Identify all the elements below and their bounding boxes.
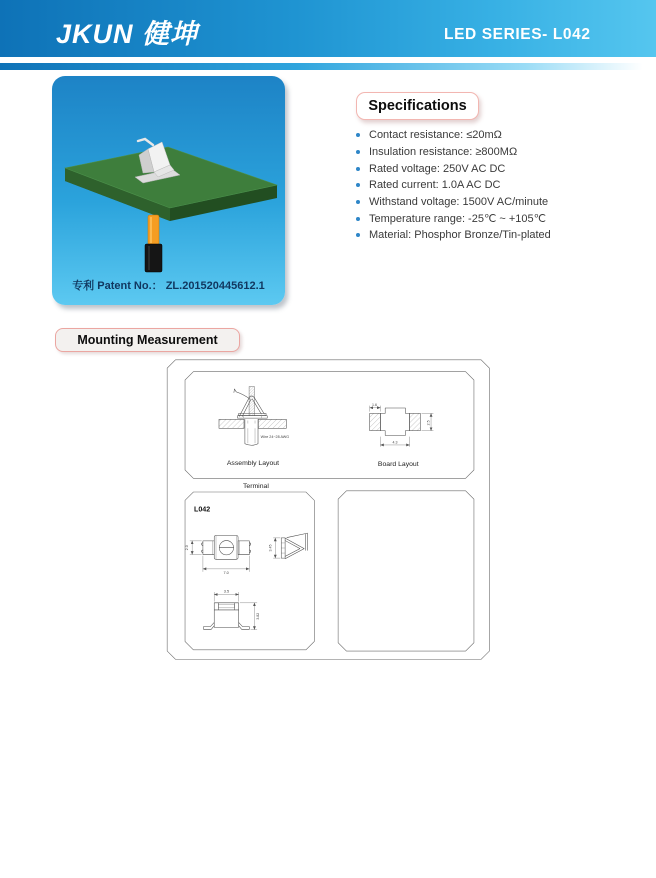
terminal-front-view [214, 603, 238, 627]
product-3d-render [52, 76, 285, 305]
spec-item [356, 227, 551, 244]
spec-item [356, 194, 551, 211]
dim-center-width: 4.3 [392, 440, 398, 445]
bullet-icon [356, 233, 360, 237]
dim-top-height: 2.0 [185, 545, 190, 551]
bullet-icon [356, 183, 360, 187]
specifications-list [356, 127, 551, 244]
spec-item-text: Material: Phosphor Bronze/Tin-plated [369, 229, 551, 242]
panel-cross-section-left [219, 419, 244, 428]
spec-item-text: Contact resistance: ≤20mΩ [369, 129, 502, 142]
bullet-icon [356, 150, 360, 154]
wire [145, 215, 162, 272]
board-layout-drawing [370, 403, 434, 468]
spec-item [356, 177, 551, 194]
bullet-icon [356, 217, 360, 221]
panel-cross-section-right [258, 419, 286, 428]
spec-item-text: Rated voltage: 250V AC DC [369, 162, 506, 175]
spec-item [356, 210, 551, 227]
pad-left [370, 413, 381, 430]
bullet-icon [356, 200, 360, 204]
bullet-icon [356, 167, 360, 171]
dim-top-width: 7.0 [223, 570, 229, 576]
mounting-diagram [0, 355, 656, 878]
specifications-heading: Specifications [356, 92, 479, 120]
model-label: L042 [193, 505, 211, 514]
dim-front-height: 3.82 [256, 612, 261, 620]
patent-number-line [52, 277, 285, 293]
mounting-heading: Mounting Measurement [55, 328, 240, 352]
terminal-top-view [214, 535, 238, 559]
patent-label: 专利 Patent No.： [72, 280, 163, 292]
terminal-drawings [185, 506, 307, 630]
board-caption: Board Layout [377, 460, 419, 468]
spec-item [356, 144, 551, 161]
board-cutout [380, 408, 409, 435]
series-title: LED SERIES- L042 [444, 26, 591, 43]
product-image-card [52, 76, 285, 305]
dim-side-height: 3.45 [268, 544, 273, 552]
bullet-icon [356, 133, 360, 137]
spec-item-text: Rated current: 1.0A AC DC [369, 179, 501, 192]
spec-item-text: Insulation resistance: ≥800MΩ [369, 146, 518, 159]
dim-pad-width: 1.6 [371, 402, 377, 407]
wire-gauge-note: Wire 24~28 AWG [260, 434, 290, 439]
empty-panel [338, 491, 474, 651]
spec-item [356, 127, 551, 144]
spec-item-text: Temperature range: -25℃ ~ +105℃ [369, 213, 546, 226]
spec-item [356, 160, 551, 177]
assembly-layout-drawing [219, 387, 289, 468]
dim-front-width: 3.5 [223, 588, 230, 594]
dim-board-height: 2.5 [426, 420, 431, 426]
terminal-label: Terminal [242, 482, 269, 490]
assembly-caption: Assembly Layout [226, 460, 280, 468]
outer-frame [167, 360, 489, 660]
header-band [0, 0, 656, 57]
patent-number: ZL.201520445612.1 [165, 280, 265, 292]
spec-item-text: Withstand voltage: 1500V AC/minute [369, 196, 549, 209]
header-accent-strip [0, 63, 656, 70]
terminal-panel [185, 492, 314, 650]
brand-logo: JKUN 健坤 [56, 19, 199, 49]
pad-right [410, 413, 421, 430]
